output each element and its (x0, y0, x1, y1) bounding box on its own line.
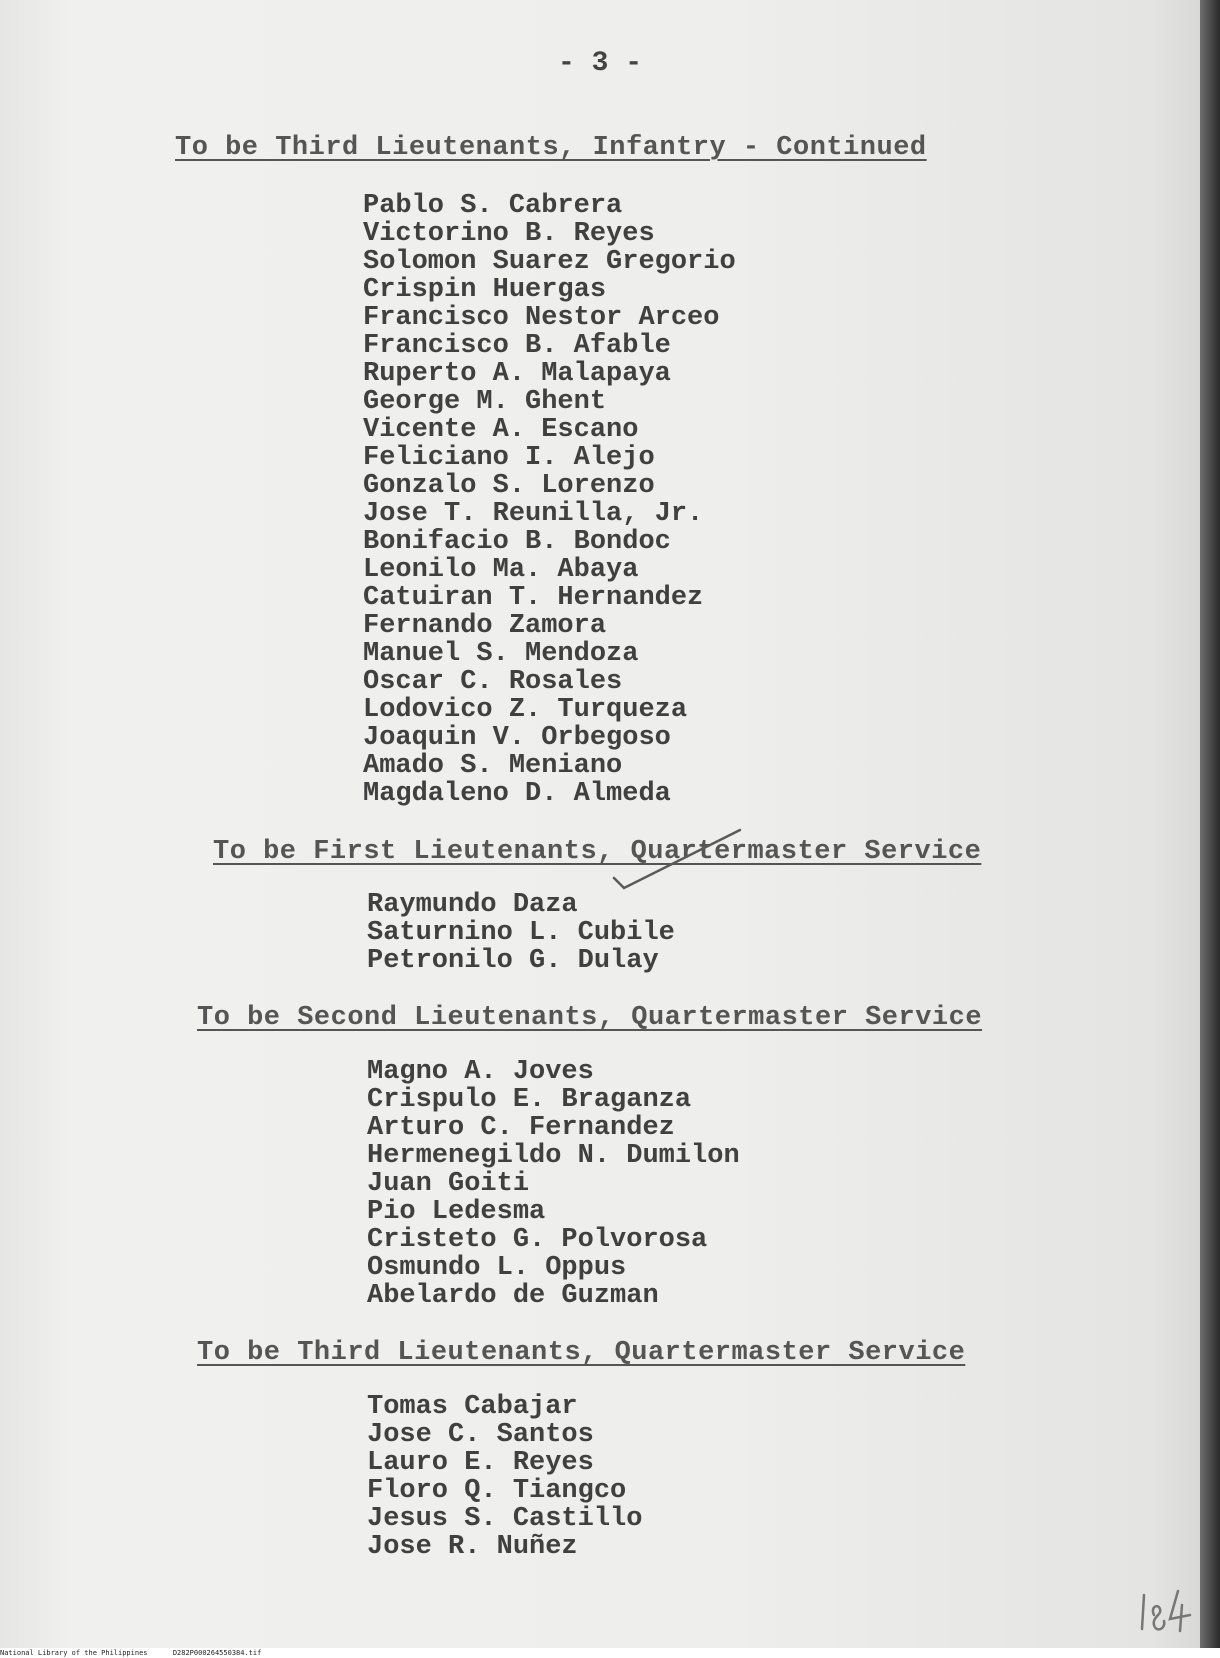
list-item: Magdaleno D. Almeda (363, 779, 671, 809)
list-item: Crispulo E. Braganza (367, 1085, 692, 1115)
list-item: Francisco B. Afable (363, 331, 671, 361)
list-item: Oscar C. Rosales (363, 667, 623, 697)
list-item: Tomas Cabajar (367, 1392, 578, 1422)
list-item: Abelardo de Guzman (367, 1281, 659, 1311)
list-item: Osmundo L. Oppus (367, 1253, 627, 1283)
list-item: Amado S. Meniano (363, 751, 623, 781)
list-item: Saturnino L. Cubile (367, 918, 675, 948)
name-list-second-lt-qm (367, 1058, 740, 1310)
list-item: Victorino B. Reyes (363, 219, 655, 249)
list-item: Magno A. Joves (367, 1057, 594, 1087)
list-item: Francisco Nestor Arceo (363, 303, 720, 333)
list-item: Fernando Zamora (363, 611, 607, 641)
footer-source: National Library of the Philippines (0, 1649, 148, 1657)
list-item: Raymundo Daza (367, 890, 578, 920)
list-item: Petronilo G. Dulay (367, 946, 659, 976)
list-item: Jose T. Reunilla, Jr. (363, 499, 704, 529)
list-item: Solomon Suarez Gregorio (363, 247, 736, 277)
list-item: Floro Q. Tiangco (367, 1476, 627, 1506)
list-item: Cristeto G. Polvorosa (367, 1225, 708, 1255)
list-item: Joaquin V. Orbegoso (363, 723, 671, 753)
list-item: Ruperto A. Malapaya (363, 359, 671, 389)
list-item: Vicente A. Escano (363, 415, 639, 445)
list-item: Bonifacio B. Bondoc (363, 527, 671, 557)
list-item: Manuel S. Mendoza (363, 639, 639, 669)
list-item: Feliciano I. Alejo (363, 443, 655, 473)
list-item: Crispin Huergas (363, 275, 607, 305)
list-item: Juan Goiti (367, 1169, 530, 1199)
page-number: - 3 - (557, 48, 642, 79)
list-item: Jose R. Nuñez (367, 1532, 578, 1562)
footer-file: D282P000264550384.tif (172, 1649, 262, 1657)
check-mark (608, 828, 748, 908)
handwritten-page-number (1138, 1585, 1193, 1635)
list-item: Pio Ledesma (367, 1197, 546, 1227)
list-item: Catuiran T. Hernandez (363, 583, 704, 613)
list-item: Jose C. Santos (367, 1420, 594, 1450)
footer (0, 1648, 1220, 1658)
list-item: Leonilo Ma. Abaya (363, 555, 639, 585)
list-item: George M. Ghent (363, 387, 607, 417)
scan-edge (1200, 0, 1220, 1658)
list-item: Pablo S. Cabrera (363, 191, 623, 221)
name-list-third-lt-infantry (363, 192, 736, 808)
section-heading-third-lt-qm: To be Third Lieutenants, Quartermaster Service (197, 1338, 966, 1368)
list-item: Hermenegildo N. Dumilon (367, 1141, 740, 1171)
list-item: Lodovico Z. Turqueza (363, 695, 688, 725)
list-item: Lauro E. Reyes (367, 1448, 594, 1478)
list-item: Arturo C. Fernandez (367, 1113, 675, 1143)
section-heading-first-lt-qm: To be First Lieutenants, Quartermaster Service (213, 837, 982, 867)
list-item: Jesus S. Castillo (367, 1504, 643, 1534)
list-item: Gonzalo S. Lorenzo (363, 471, 655, 501)
name-list-third-lt-qm (367, 1393, 642, 1561)
section-heading-third-lt-infantry: To be Third Lieutenants, Infantry - Continued (175, 133, 927, 163)
section-heading-second-lt-qm: To be Second Lieutenants, Quartermaster Service (197, 1003, 983, 1033)
